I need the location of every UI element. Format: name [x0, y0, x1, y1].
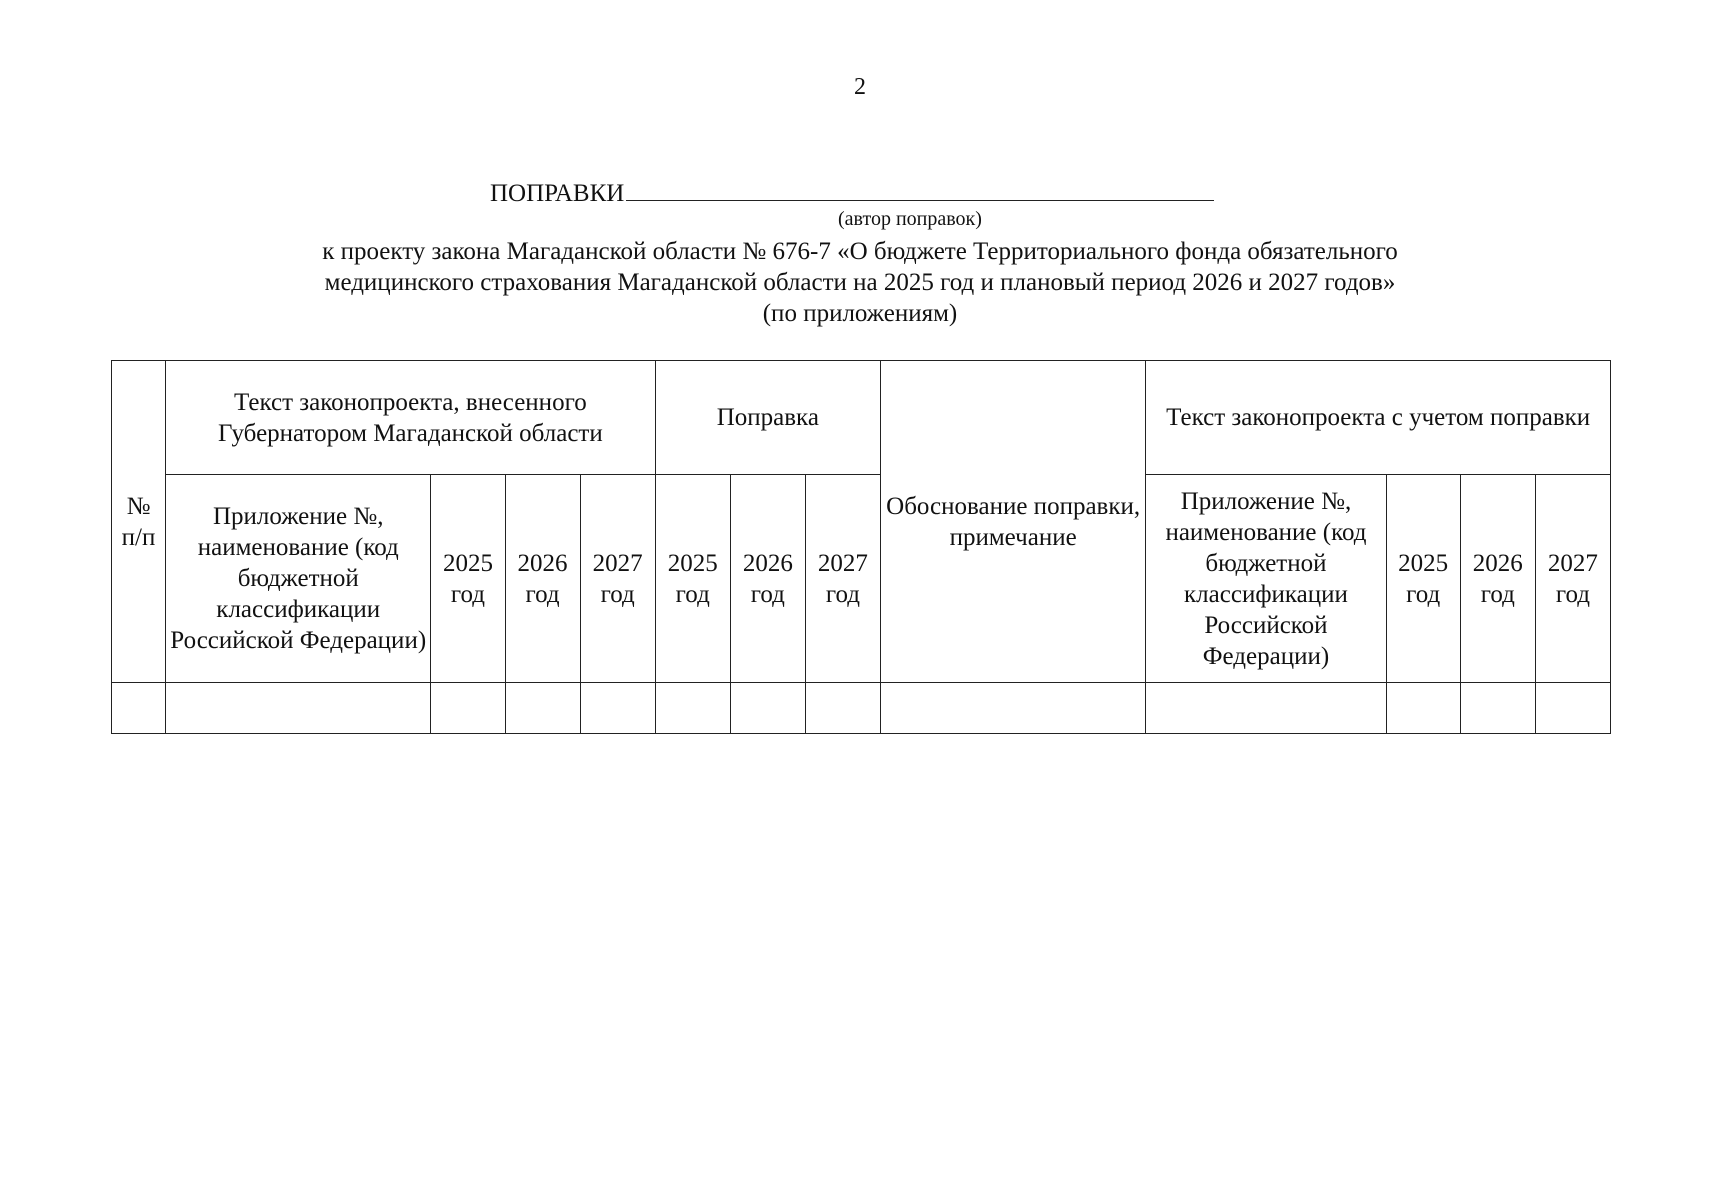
col-year-header: 2027 год — [805, 475, 880, 683]
table-cell — [805, 683, 880, 734]
col-year-header: 2025 год — [655, 475, 730, 683]
table-cell — [730, 683, 805, 734]
table-row — [112, 683, 1611, 734]
group-amendment-header: Поправка — [655, 361, 880, 475]
col-year-header: 2026 год — [505, 475, 580, 683]
col-appendix-original-header: Приложение №, наименование (код бюджетной классификации Российской Федерации) — [166, 475, 431, 683]
group-original-header: Текст законопроекта, внесенного Губернатором Магаданской области — [166, 361, 656, 475]
document-subtitle — [180, 236, 1540, 329]
subtitle-line: медицинского страхования Магаданской области на 2025 год и плановый период 2026 и 2027 годов» — [324, 269, 1396, 296]
table-cell — [1460, 683, 1535, 734]
table-cell — [431, 683, 505, 734]
table-cell — [1146, 683, 1386, 734]
page-number: 2 — [854, 74, 866, 100]
subtitle-line: (по приложениям) — [762, 300, 958, 327]
group-result-header: Текст законопроекта с учетом поправки — [1146, 361, 1611, 475]
col-year-header: 2025 год — [431, 475, 505, 683]
author-blank-line — [626, 176, 1214, 201]
table-cell — [1535, 683, 1610, 734]
col-year-header: 2026 год — [1460, 475, 1535, 683]
col-year-header: 2027 год — [580, 475, 655, 683]
table-cell — [880, 683, 1145, 734]
table-cell — [112, 683, 166, 734]
table-cell — [580, 683, 655, 734]
header-row-groups — [112, 361, 1611, 475]
table-cell — [655, 683, 730, 734]
amendments-table — [111, 360, 1611, 734]
header-row-columns — [112, 475, 1611, 683]
col-appendix-result-header: Приложение №, наименование (код бюджетной классификации Российской Федерации) — [1146, 475, 1386, 683]
document-title — [490, 176, 1214, 208]
col-year-header: 2026 год — [730, 475, 805, 683]
table-cell — [1386, 683, 1460, 734]
title-text: ПОПРАВКИ — [490, 180, 625, 207]
table-cell — [166, 683, 431, 734]
author-caption: (автор поправок) — [838, 208, 982, 230]
subtitle-line: к проекту закона Магаданской области № 676-7 «О бюджете Территориального фонда обязательного — [322, 238, 1398, 265]
col-year-header: 2025 год — [1386, 475, 1460, 683]
col-justification-header: Обоснование поправки, примечание — [880, 361, 1145, 683]
col-year-header: 2027 год — [1535, 475, 1610, 683]
col-number-header: № п/п — [112, 361, 166, 683]
table-cell — [505, 683, 580, 734]
